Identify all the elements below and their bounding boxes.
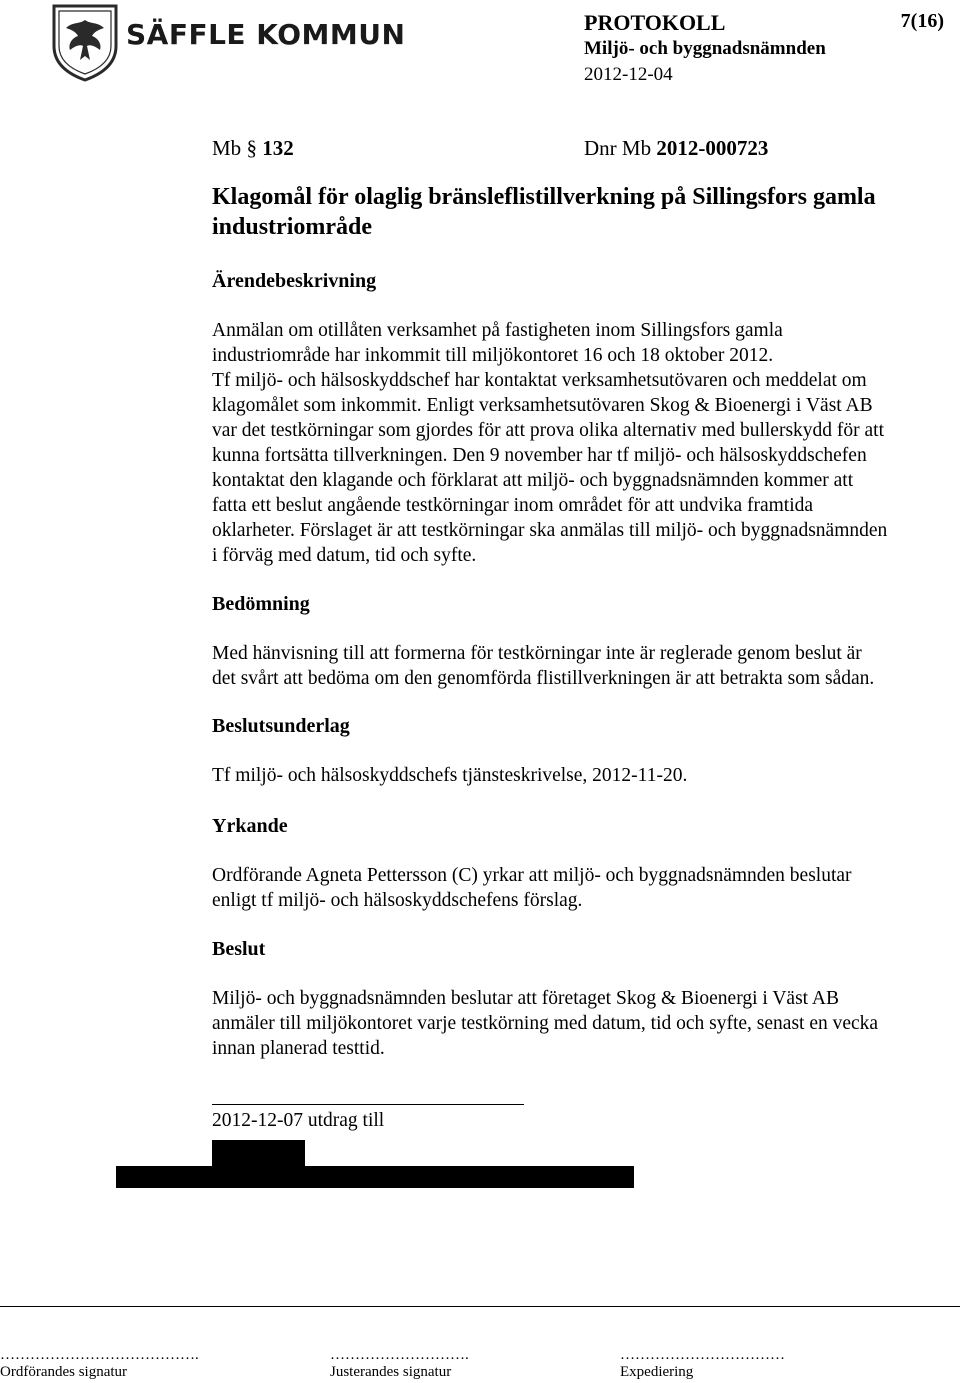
paragraph-line: Med hänvisning till att formerna för testkörningar inte är reglerade genom beslut är: [212, 643, 862, 664]
paragraph-line: i förväg med datum, tid och syfte.: [212, 545, 477, 566]
motion-paragraph: [212, 863, 957, 913]
dispatch-label: Expediering: [620, 1364, 694, 1380]
paragraph-line: industriområde har inkommit till miljökontoret 16 och 18 oktober 2012.: [212, 345, 774, 366]
case-prefix: Mb: [212, 136, 242, 160]
paragraph-line: Miljö- och byggnadsnämnden beslutar att företaget Skog & Bioenergi i Väst AB: [212, 988, 839, 1009]
signature-dots-chair: ………………………………….: [0, 1347, 199, 1363]
adjuster-signature-label: Justerandes signatur: [330, 1364, 452, 1380]
paragraph-line: kontaktat den klagande och förklarat att miljö- och byggnadsnämnden kommer att: [212, 470, 854, 491]
chair-signature-label: Ordförandes signatur: [0, 1364, 128, 1380]
paragraph-line: kunna fortsätta tillverkningen. Den 9 november har tf miljö- och hälsoskyddschefen: [212, 445, 867, 466]
municipal-coat-of-arms-logo: [50, 2, 120, 82]
paragraph-line: Tf miljö- och hälsoskyddschef har kontaktat verksamhetsutövaren och meddelat om: [212, 370, 867, 391]
decision-paragraph: [212, 986, 957, 1061]
paragraph-line: Tf miljö- och hälsoskyddschefs tjänsteskrivelse, 2012-11-20.: [212, 765, 688, 786]
paragraph-line: klagomålet som inkommit. Enligt verksamhetsutövaren Skog & Bioenergi i Väst AB: [212, 395, 873, 416]
paragraph-line: innan planerad testtid.: [212, 1038, 385, 1059]
paragraph-line: Ordförande Agneta Pettersson (C) yrkar att miljö- och byggnadsnämnden beslutar: [212, 865, 852, 886]
case-title: Klagomål för olaglig bränsleflistillverkning på Sillingsfors gamla industriområde: [212, 184, 876, 240]
heading-motion: Yrkande: [212, 815, 288, 837]
heading-basis: Beslutsunderlag: [212, 715, 350, 737]
separator-line: [212, 1104, 524, 1105]
paragraph-line: det svårt att bedöma om den genomförda flistillverkningen är att betrakta som sådan.: [212, 668, 875, 689]
document-type: PROTOKOLL: [584, 10, 726, 35]
paragraph-line: fatta ett beslut angående testkörningar inom området för att undvika framtida: [212, 495, 814, 516]
registration-number: [584, 136, 768, 161]
excerpt-distribution: 2012-12-07 utdrag till: [212, 1110, 385, 1131]
paragraph-line: Anmälan om otillåten verksamhet på fastigheten inom Sillingsfors gamla: [212, 320, 783, 341]
dnr-value: 2012-000723: [656, 136, 769, 160]
paragraph-sign: §: [246, 136, 257, 160]
case-number-value: 132: [262, 136, 294, 160]
document-header: [584, 10, 944, 88]
meeting-date: 2012-12-04: [584, 64, 673, 85]
paragraph-line: enligt tf miljö- och hälsoskyddschefens förslag.: [212, 890, 583, 911]
description-paragraph: [212, 318, 957, 568]
footer-rule: [0, 1306, 960, 1307]
board-name: Miljö- och byggnadsnämnden: [584, 38, 826, 59]
paragraph-line: oklarheter. Förslaget är att testkörningar ska anmälas till miljö- och byggnadsnämnden: [212, 520, 888, 541]
case-number: [212, 136, 294, 161]
redaction-block: [116, 1166, 634, 1188]
dnr-prefix: Dnr Mb: [584, 136, 652, 160]
heading-assessment: Bedömning: [212, 593, 310, 615]
municipality-name: SÄFFLE KOMMUN: [126, 18, 406, 51]
basis-paragraph: [212, 763, 957, 788]
heading-description: Ärendebeskrivning: [212, 270, 377, 292]
paragraph-line: anmäler till miljökontoret varje testkörning med datum, tid och syfte, senast en vecka: [212, 1013, 879, 1034]
signature-dots-dispatch: ……………………………: [620, 1347, 785, 1363]
page-number: 7(16): [900, 10, 944, 32]
heading-decision: Beslut: [212, 938, 266, 960]
signature-dots-adjuster: ……………………….: [330, 1347, 469, 1363]
assessment-paragraph: [212, 641, 957, 691]
paragraph-line: var det testkörningar som gjordes för att prova olika alternativ med bullerskydd för att: [212, 420, 885, 441]
